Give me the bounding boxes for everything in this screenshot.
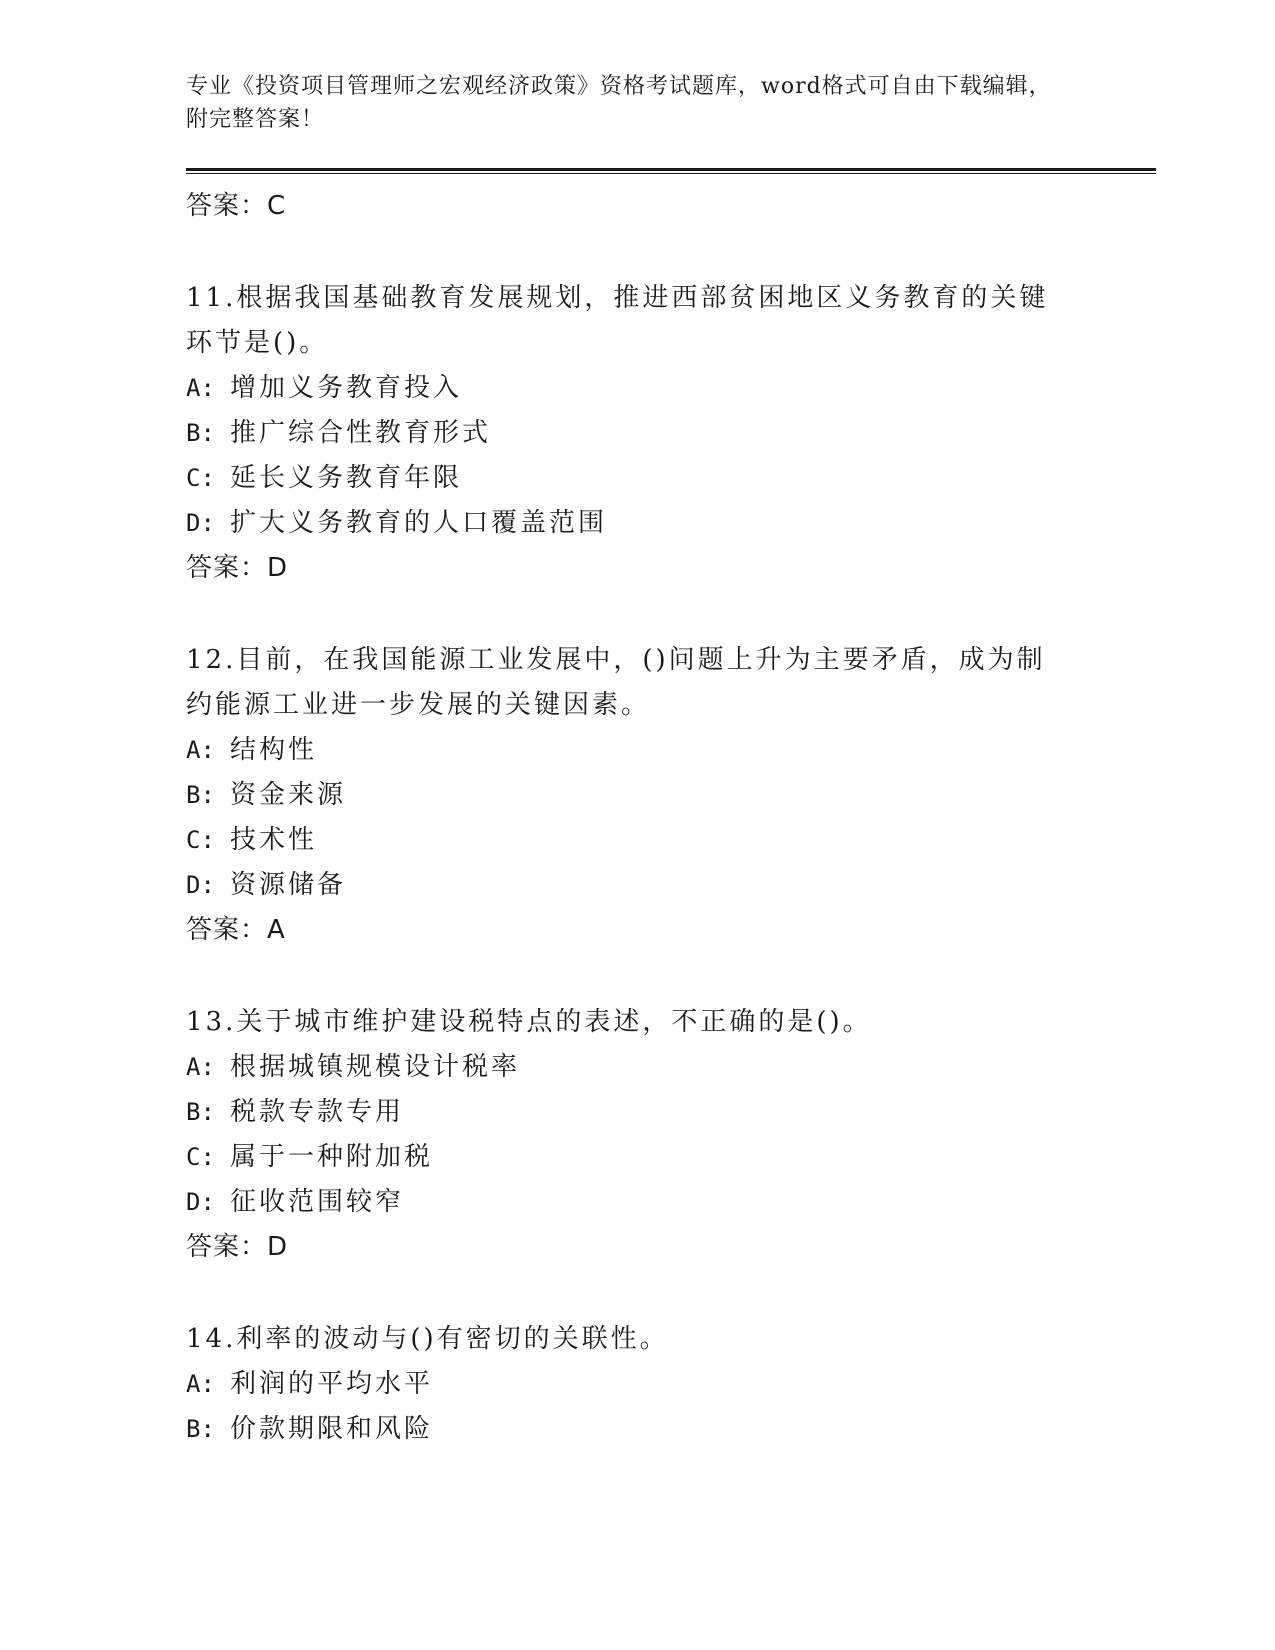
previous-answer: 答案：C [186,191,287,221]
option-d [186,501,1156,546]
option-letter: C: [186,1143,215,1171]
answer: 答案：D [186,1232,289,1262]
option-a [186,1362,1156,1407]
option-d [186,1180,1156,1225]
option-text: 扩大义务教育的人口覆盖范围 [230,508,608,538]
option-c [186,818,1156,863]
option-text: 推广综合性教育形式 [230,418,492,448]
option-text: 征收范围较窄 [230,1187,405,1217]
option-letter: B: [186,1098,215,1126]
answer: 答案：A [186,915,286,945]
option-text: 资源储备 [230,870,347,900]
option-letter: D: [186,509,215,537]
option-letter: A: [186,736,215,764]
question-11 [186,276,1156,590]
option-text: 价款期限和风险 [230,1414,434,1444]
option-a [186,366,1156,411]
option-a [186,1045,1156,1090]
option-c [186,456,1156,501]
question-13 [186,1000,1156,1269]
option-text: 根据城镇规模设计税率 [230,1052,521,1082]
option-b [186,1407,1156,1452]
document-header: 专业《投资项目管理师之宏观经济政策》资格考试题库，word格式可自由下载编辑，附完整答案！ [186,74,1052,132]
option-letter: A: [186,1370,215,1398]
option-letter: C: [186,826,215,854]
option-c [186,1135,1156,1180]
document-page [186,70,1156,1452]
option-d [186,863,1156,908]
question-stem: 12.目前，在我国能源工业发展中，()问题上升为主要矛盾，成为制约能源工业进一步发展的关键因素。 [186,645,1046,720]
option-b [186,411,1156,456]
option-b [186,773,1156,818]
question-stem: 13.关于城市维护建设税特点的表述，不正确的是()。 [186,1007,872,1037]
option-letter: A: [186,1053,215,1081]
option-b [186,1090,1156,1135]
question-14 [186,1317,1156,1452]
question-stem: 14.利率的波动与()有密切的关联性。 [186,1324,669,1354]
header-divider [186,168,1156,174]
option-letter: B: [186,419,215,447]
question-12 [186,638,1156,952]
option-text: 延长义务教育年限 [230,463,463,493]
question-stem: 11.根据我国基础教育发展规划，推进西部贫困地区义务教育的关键环节是()。 [186,283,1049,358]
option-letter: D: [186,871,215,899]
option-a [186,728,1156,773]
answer: 答案：D [186,553,289,583]
option-letter: D: [186,1188,215,1216]
option-text: 结构性 [230,735,318,765]
option-text: 税款专款专用 [230,1097,405,1127]
option-letter: B: [186,781,215,809]
option-letter: A: [186,374,215,402]
option-text: 利润的平均水平 [230,1369,434,1399]
option-letter: C: [186,464,215,492]
option-letter: B: [186,1415,215,1443]
option-text: 属于一种附加税 [230,1142,434,1172]
option-text: 技术性 [230,825,318,855]
option-text: 增加义务教育投入 [230,373,463,403]
option-text: 资金来源 [230,780,347,810]
